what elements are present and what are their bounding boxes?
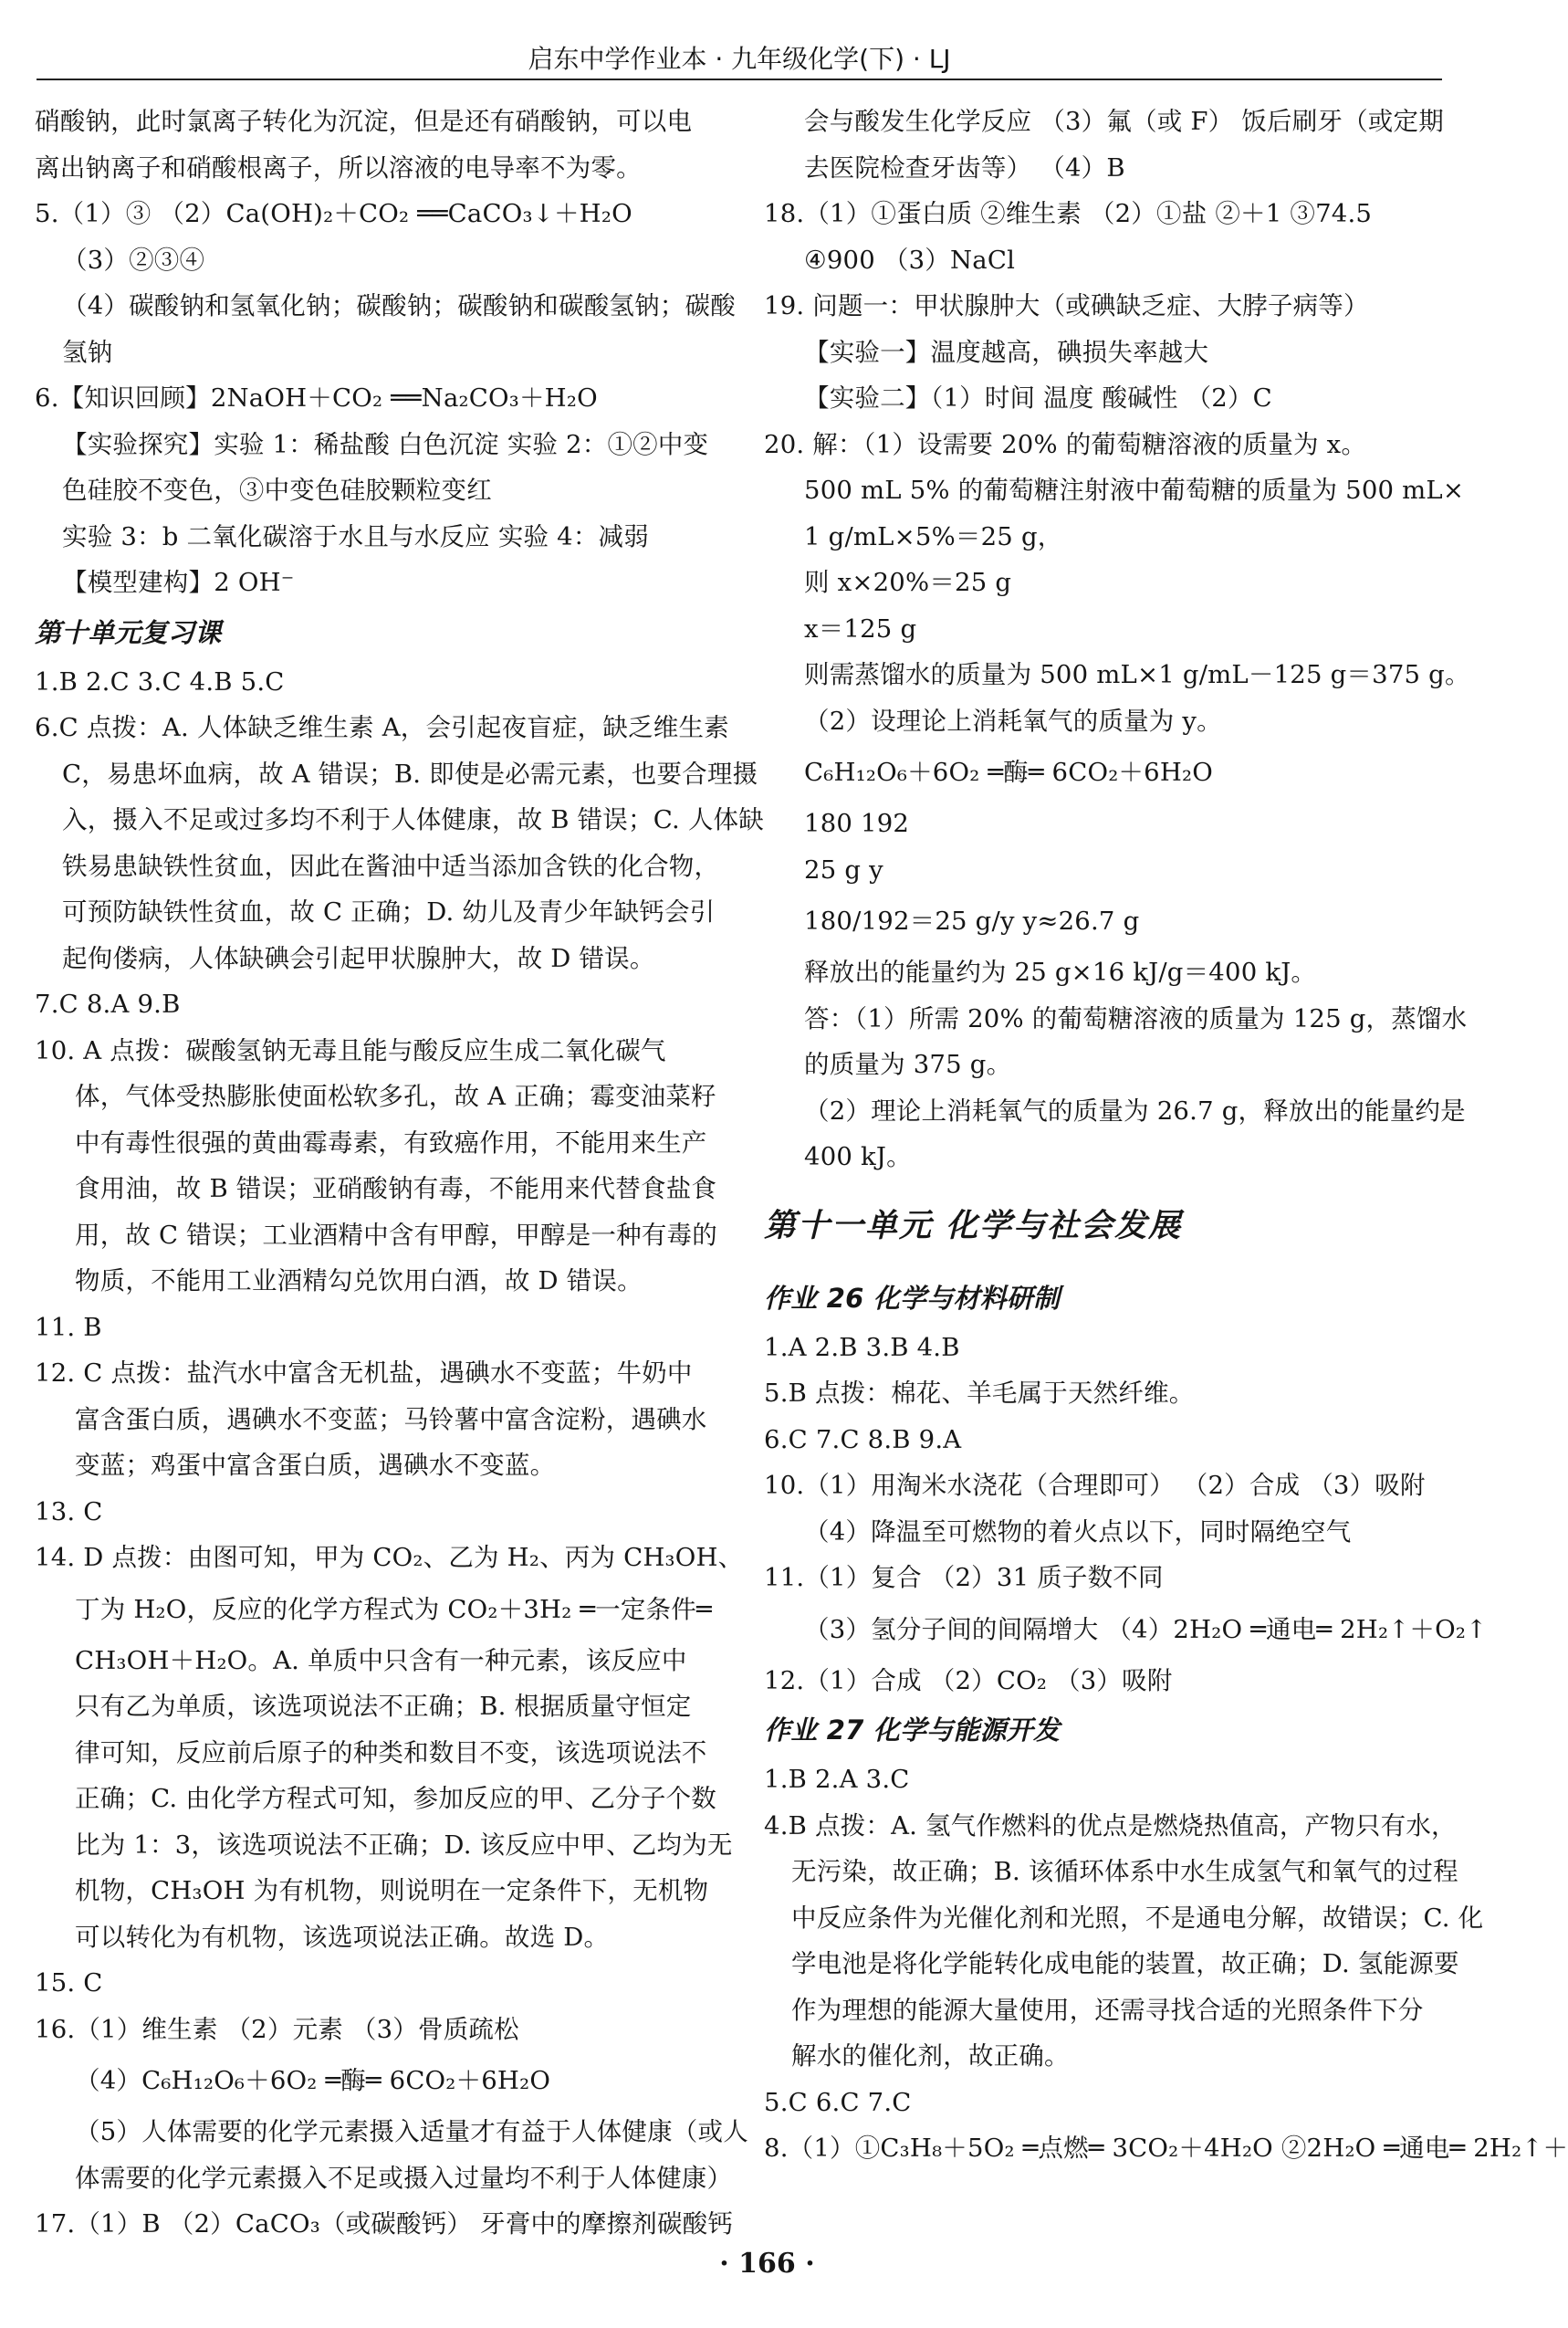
text-line: 则 x×20%＝25 g bbox=[804, 568, 1012, 597]
text-line: 可以转化为有机物，该选项说法正确。故选 D。 bbox=[75, 1922, 610, 1952]
text-line: 18.（1）①蛋白质 ②维生素 （2）①盐 ②＋1 ③74.5 bbox=[764, 199, 1373, 228]
text-line: 【实验一】温度越高，碘损失率越大 bbox=[804, 337, 1209, 367]
text-line: 氢钠 bbox=[62, 337, 113, 367]
text-line: 12.（1）合成 （2）CO₂ （3）吸附 bbox=[764, 1665, 1173, 1695]
text-line: 10. A 点拨：碳酸氢钠无毒且能与酸反应生成二氧化碳气 bbox=[35, 1035, 666, 1065]
text-line: 丁为 H₂O，反应的化学方程式为 CO₂＋3H₂ ═一定条件═ bbox=[75, 1594, 712, 1624]
text-line: 中有毒性很强的黄曲霉毒素，有致癌作用，不能用来生产 bbox=[75, 1127, 707, 1158]
text-line: 11.（1）复合 （2）31 质子数不同 bbox=[764, 1563, 1164, 1592]
text-line: 1.B 2.A 3.C bbox=[764, 1765, 910, 1794]
text-line: 学电池是将化学能转化成电能的装置，故正确；D. 氢能源要 bbox=[791, 1949, 1459, 1978]
text-line: 180/192＝25 g/y y≈26.7 g bbox=[804, 907, 1140, 936]
text-line: 14. D 点拨：由图可知，甲为 CO₂、乙为 H₂、丙为 CH₃OH、 bbox=[35, 1543, 744, 1572]
text-line: 13. C bbox=[35, 1496, 103, 1526]
left-column bbox=[35, 99, 764, 2239]
text-line: C，易患坏血病，故 A 错误；B. 即使是必需元素，也要合理摄 bbox=[62, 759, 758, 789]
text-line: 12. C 点拨：盐汽水中富含无机盐，遇碘水不变蓝；牛奶中 bbox=[35, 1358, 693, 1388]
text-line: 5.B 点拨：棉花、羊毛属于天然纤维。 bbox=[764, 1379, 1195, 1408]
text-line: C₆H₁₂O₆＋6O₂ ═酶═ 6CO₂＋6H₂O bbox=[804, 758, 1213, 787]
text-line: （3）②③④ bbox=[62, 245, 205, 275]
text-line: 1.A 2.B 3.B 4.B bbox=[764, 1332, 960, 1362]
text-line: 400 kJ。 bbox=[804, 1142, 912, 1171]
text-line: （3）氢分子间的间隔增大 （4）2H₂O ═通电═ 2H₂↑＋O₂↑ bbox=[804, 1614, 1488, 1644]
header-rule bbox=[37, 79, 1442, 80]
text-line: 6.C 点拨：A. 人体缺乏维生素 A，会引起夜盲症，缺乏维生素 bbox=[35, 713, 729, 742]
text-line: 可预防缺铁性贫血，故 C 正确；D. 幼儿及青少年缺钙会引 bbox=[62, 897, 716, 927]
text-line: 去医院检查牙齿等） （4）B bbox=[804, 152, 1125, 183]
text-line: 实验 3：b 二氧化碳溶于水且与水反应 实验 4：减弱 bbox=[62, 521, 649, 551]
text-line: 500 mL 5% 的葡萄糖注射液中葡萄糖的质量为 500 mL× bbox=[804, 476, 1465, 505]
text-line: 8.（1）①C₃H₈＋5O₂ ═点燃═ 3CO₂＋4H₂O ②2H₂O ═通电═ 2H₂↑＋ bbox=[764, 2134, 1568, 2163]
text-line: x＝125 g bbox=[804, 613, 917, 644]
text-line: 6.【知识回顾】2NaOH＋CO₂ ══Na₂CO₃＋H₂O bbox=[35, 383, 598, 413]
text-line: 5.C 6.C 7.C bbox=[764, 2087, 912, 2117]
text-line: 解水的催化剂，故正确。 bbox=[791, 2041, 1070, 2071]
section-heading: 第十单元复习课 bbox=[35, 616, 222, 648]
text-line: （5）人体需要的化学元素摄入适量才有益于人体健康（或人 bbox=[75, 2117, 748, 2146]
text-line: （2）理论上消耗氧气的质量为 26.7 g，释放出的能量约是 bbox=[804, 1096, 1466, 1126]
text-line: 4.B 点拨：A. 氢气作燃料的优点是燃烧热值高，产物只有水， bbox=[764, 1810, 1457, 1840]
text-line: 180 192 bbox=[804, 809, 910, 838]
text-line: 用，故 C 错误；工业酒精中含有甲醇，甲醇是一种有毒的 bbox=[75, 1220, 717, 1250]
text-line: 释放出的能量约为 25 g×16 kJ/g＝400 kJ。 bbox=[804, 958, 1317, 987]
text-line: 6.C 7.C 8.B 9.A bbox=[764, 1424, 962, 1454]
text-line: CH₃OH＋H₂O。A. 单质中只含有一种元素，该反应中 bbox=[75, 1645, 687, 1675]
text-line: 色硅胶不变色，③中变色硅胶颗粒变红 bbox=[62, 476, 492, 505]
text-line: （4）C₆H₁₂O₆＋6O₂ ═酶═ 6CO₂＋6H₂O bbox=[75, 2066, 551, 2095]
text-line: 19. 问题一：甲状腺肿大（或碘缺乏症、大脖子病等） bbox=[764, 291, 1369, 320]
right-column bbox=[764, 99, 1568, 2221]
text-line: 7.C 8.A 9.B bbox=[35, 990, 181, 1019]
text-line: 入，摄入不足或过多均不利于人体健康，故 B 错误；C. 人体缺 bbox=[62, 805, 764, 834]
text-line: 【模型建构】2 OH⁻ bbox=[62, 568, 295, 597]
text-line: 变蓝；鸡蛋中富含蛋白质，遇碘水不变蓝。 bbox=[75, 1451, 556, 1480]
text-line: 5.（1）③ （2）Ca(OH)₂＋CO₂ ══CaCO₃↓＋H₂O bbox=[35, 199, 632, 228]
text-line: 正确；C. 由化学方程式可知，参加反应的甲、乙分子个数 bbox=[75, 1784, 716, 1813]
page-header: 启东中学作业本 · 九年级化学(下) · LJ bbox=[528, 44, 951, 74]
text-line: 1.B 2.C 3.C 4.B 5.C bbox=[35, 666, 285, 697]
text-line: 则需蒸馏水的质量为 500 mL×1 g/mL－125 g＝375 g。 bbox=[804, 660, 1470, 689]
text-line: 16.（1）维生素 （2）元素 （3）骨质疏松 bbox=[35, 2014, 519, 2044]
text-line: 会与酸发生化学反应 （3）氟（或 F） 饭后刷牙（或定期 bbox=[804, 107, 1444, 136]
text-line: 15. C bbox=[35, 1968, 103, 1998]
text-line: （2）设理论上消耗氧气的质量为 y。 bbox=[804, 706, 1222, 736]
section-heading: 作业 27 化学与能源开发 bbox=[764, 1715, 1061, 1746]
text-line: 答：（1）所需 20% 的葡萄糖溶液的质量为 125 g，蒸馏水 bbox=[804, 1003, 1468, 1033]
text-line: 1 g/mL×5%＝25 g， bbox=[804, 521, 1063, 551]
text-line: 机物，CH₃OH 为有机物，则说明在一定条件下，无机物 bbox=[75, 1876, 709, 1905]
text-line: 离出钠离子和硝酸根离子，所以溶液的电导率不为零。 bbox=[35, 152, 642, 183]
text-line: 富含蛋白质，遇碘水不变蓝；马铃薯中富含淀粉，遇碘水 bbox=[75, 1404, 707, 1434]
text-line: 铁易患缺铁性贫血，因此在酱油中适当添加含铁的化合物， bbox=[62, 851, 720, 881]
page-number: · 166 · bbox=[719, 2248, 815, 2280]
section-heading: 第十一单元 化学与社会发展 bbox=[764, 1207, 1183, 1244]
text-line: 25 g y bbox=[804, 855, 883, 885]
text-line: 中反应条件为光催化剂和光照，不是通电分解，故错误；C. 化 bbox=[791, 1903, 1484, 1933]
text-line: 律可知，反应前后原子的种类和数目不变，该选项说法不 bbox=[75, 1737, 707, 1767]
text-line: 的质量为 375 g。 bbox=[804, 1050, 1012, 1079]
text-line: （4）碳酸钠和氢氧化钠；碳酸钠；碳酸钠和碳酸氢钠；碳酸 bbox=[62, 291, 736, 320]
text-line: （4）降温至可燃物的着火点以下，同时隔绝空气 bbox=[804, 1516, 1352, 1547]
text-line: 17.（1）B （2）CaCO₃（或碳酸钙） 牙膏中的摩擦剂碳酸钙 bbox=[35, 2209, 734, 2239]
text-line: 作为理想的能源大量使用，还需寻找合适的光照条件下分 bbox=[791, 1995, 1424, 2025]
text-line: 硝酸钠，此时氯离子转化为沉淀，但是还有硝酸钠，可以电 bbox=[35, 107, 693, 136]
text-line: 体需要的化学元素摄入不足或摄入过量均不利于人体健康） bbox=[75, 2163, 733, 2193]
text-line: 10.（1）用淘米水浇花（合理即可） （2）合成 （3）吸附 bbox=[764, 1471, 1426, 1500]
section-heading: 作业 26 化学与材料研制 bbox=[764, 1282, 1061, 1314]
text-line: 【实验二】（1）时间 温度 酸碱性 （2）C bbox=[804, 383, 1272, 413]
text-line: 只有乙为单质，该选项说法不正确；B. 根据质量守恒定 bbox=[75, 1692, 692, 1721]
text-line: 物质，不能用工业酒精勾兑饮用白酒，故 D 错误。 bbox=[75, 1266, 643, 1295]
text-line: 比为 1：3，该选项说法不正确；D. 该反应中甲、乙均为无 bbox=[75, 1830, 733, 1860]
text-line: 20. 解：（1）设需要 20% 的葡萄糖溶液的质量为 x。 bbox=[764, 429, 1367, 459]
text-line: ④900 （3）NaCl bbox=[804, 245, 1016, 275]
text-line: 【实验探究】实验 1：稀盐酸 白色沉淀 实验 2：①②中变 bbox=[62, 429, 709, 459]
text-line: 食用油，故 B 错误；亚硝酸钠有毒，不能用来代替食盐食 bbox=[75, 1174, 717, 1203]
text-line: 体，气体受热膨胀使面松软多孔，故 A 正确；霉变油菜籽 bbox=[75, 1082, 716, 1111]
text-line: 11. B bbox=[35, 1312, 102, 1342]
text-line: 起佝偻病，人体缺碘会引起甲状腺肿大，故 D 错误。 bbox=[62, 943, 655, 973]
text-line: 无污染，故正确；B. 该循环体系中水生成氢气和氧气的过程 bbox=[791, 1857, 1458, 1886]
